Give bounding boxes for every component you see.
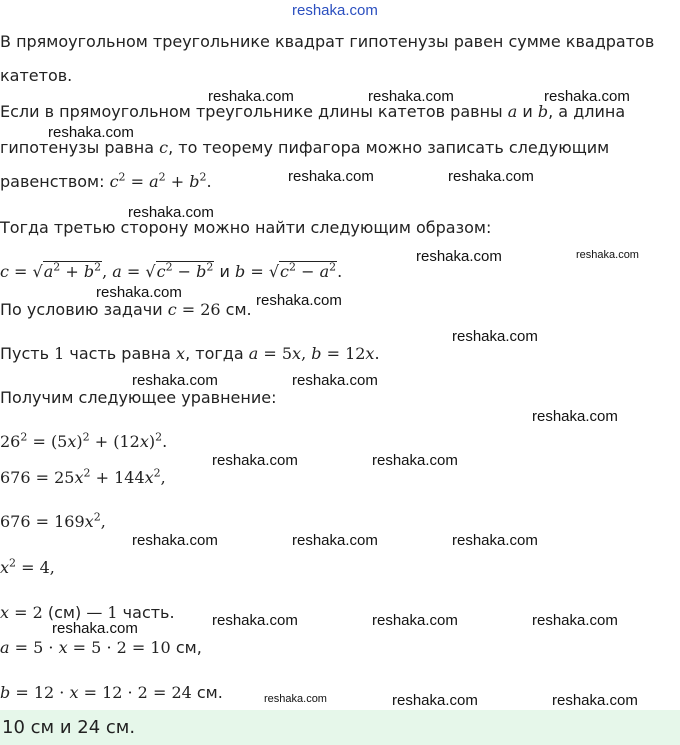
watermark: reshaka.com: [452, 328, 538, 345]
watermark: reshaka.com: [292, 532, 378, 549]
equation-line-15: x = 2 (см) — 1 часть.: [0, 603, 175, 622]
watermark: reshaka.com: [372, 452, 458, 469]
answer-box: [0, 710, 680, 745]
watermark: reshaka.com: [372, 612, 458, 629]
watermark: reshaka.com: [128, 204, 214, 221]
watermark: reshaka.com: [452, 532, 538, 549]
watermark: reshaka.com: [576, 249, 639, 261]
equation-line-17: b = 12 · x = 12 · 2 = 24 см.: [0, 683, 223, 702]
equation-line-13: $676 = 169x^2$,: [0, 510, 106, 531]
equation-line-16: a = 5 · x = 5 · 2 = 10 см,: [0, 638, 202, 657]
watermark: reshaka.com: [288, 168, 374, 185]
watermark: reshaka.com: [96, 284, 182, 301]
watermark: reshaka.com: [448, 168, 534, 185]
watermark: reshaka.com: [416, 248, 502, 265]
text-line-5: равенством: $c^2 = a^2 + b^2$.: [0, 170, 212, 191]
answer-text: 10 см и 24 см.: [2, 717, 136, 738]
watermark: reshaka.com: [208, 88, 294, 105]
text-line-6: Тогда третью сторону можно найти следующим образом:: [0, 218, 492, 237]
equation-line-12: $676 = 25x^2 + 144x^2$,: [0, 466, 166, 487]
watermark: reshaka.com: [52, 620, 138, 637]
watermark: reshaka.com: [552, 692, 638, 709]
watermark: reshaka.com: [132, 372, 218, 389]
equation-line-11: $26^2 = (5x)^2 + (12x)^2$.: [0, 430, 168, 451]
equation-line-14: $x^2 = 4$,: [0, 556, 55, 577]
text-line-2: катетов.: [0, 66, 73, 85]
watermark: reshaka.com: [532, 408, 618, 425]
watermark: reshaka.com: [392, 692, 478, 709]
site-header-watermark[interactable]: reshaka.com: [292, 2, 378, 19]
text-line-10: Получим следующее уравнение:: [0, 388, 277, 407]
text-line-4: гипотенузы равна c, то теорему пифагора можно записать следующим: [0, 138, 610, 157]
text-line-9: Пусть 1 часть равна x, тогда a = 5x, b = 12x.: [0, 344, 380, 363]
text-line-8: По условию задачи c = 26 см.: [0, 300, 252, 319]
watermark: reshaka.com: [212, 612, 298, 629]
watermark: reshaka.com: [368, 88, 454, 105]
watermark: reshaka.com: [532, 612, 618, 629]
text-line-1: В прямоугольном треугольнике квадрат гипотенузы равен сумме квадратов: [0, 32, 655, 51]
watermark: reshaka.com: [292, 372, 378, 389]
formula-line-7: $c = √a^2 + b^2$, $a = √c^2 - b^2$ и $b = √c^2 - a^2$.: [0, 260, 343, 281]
watermark: reshaka.com: [132, 532, 218, 549]
watermark: reshaka.com: [264, 693, 327, 705]
text-line-3: Если в прямоугольном треугольнике длины катетов равны a и b, а длина: [0, 102, 626, 121]
watermark: reshaka.com: [48, 124, 134, 141]
watermark: reshaka.com: [544, 88, 630, 105]
watermark: reshaka.com: [212, 452, 298, 469]
watermark: reshaka.com: [256, 292, 342, 309]
